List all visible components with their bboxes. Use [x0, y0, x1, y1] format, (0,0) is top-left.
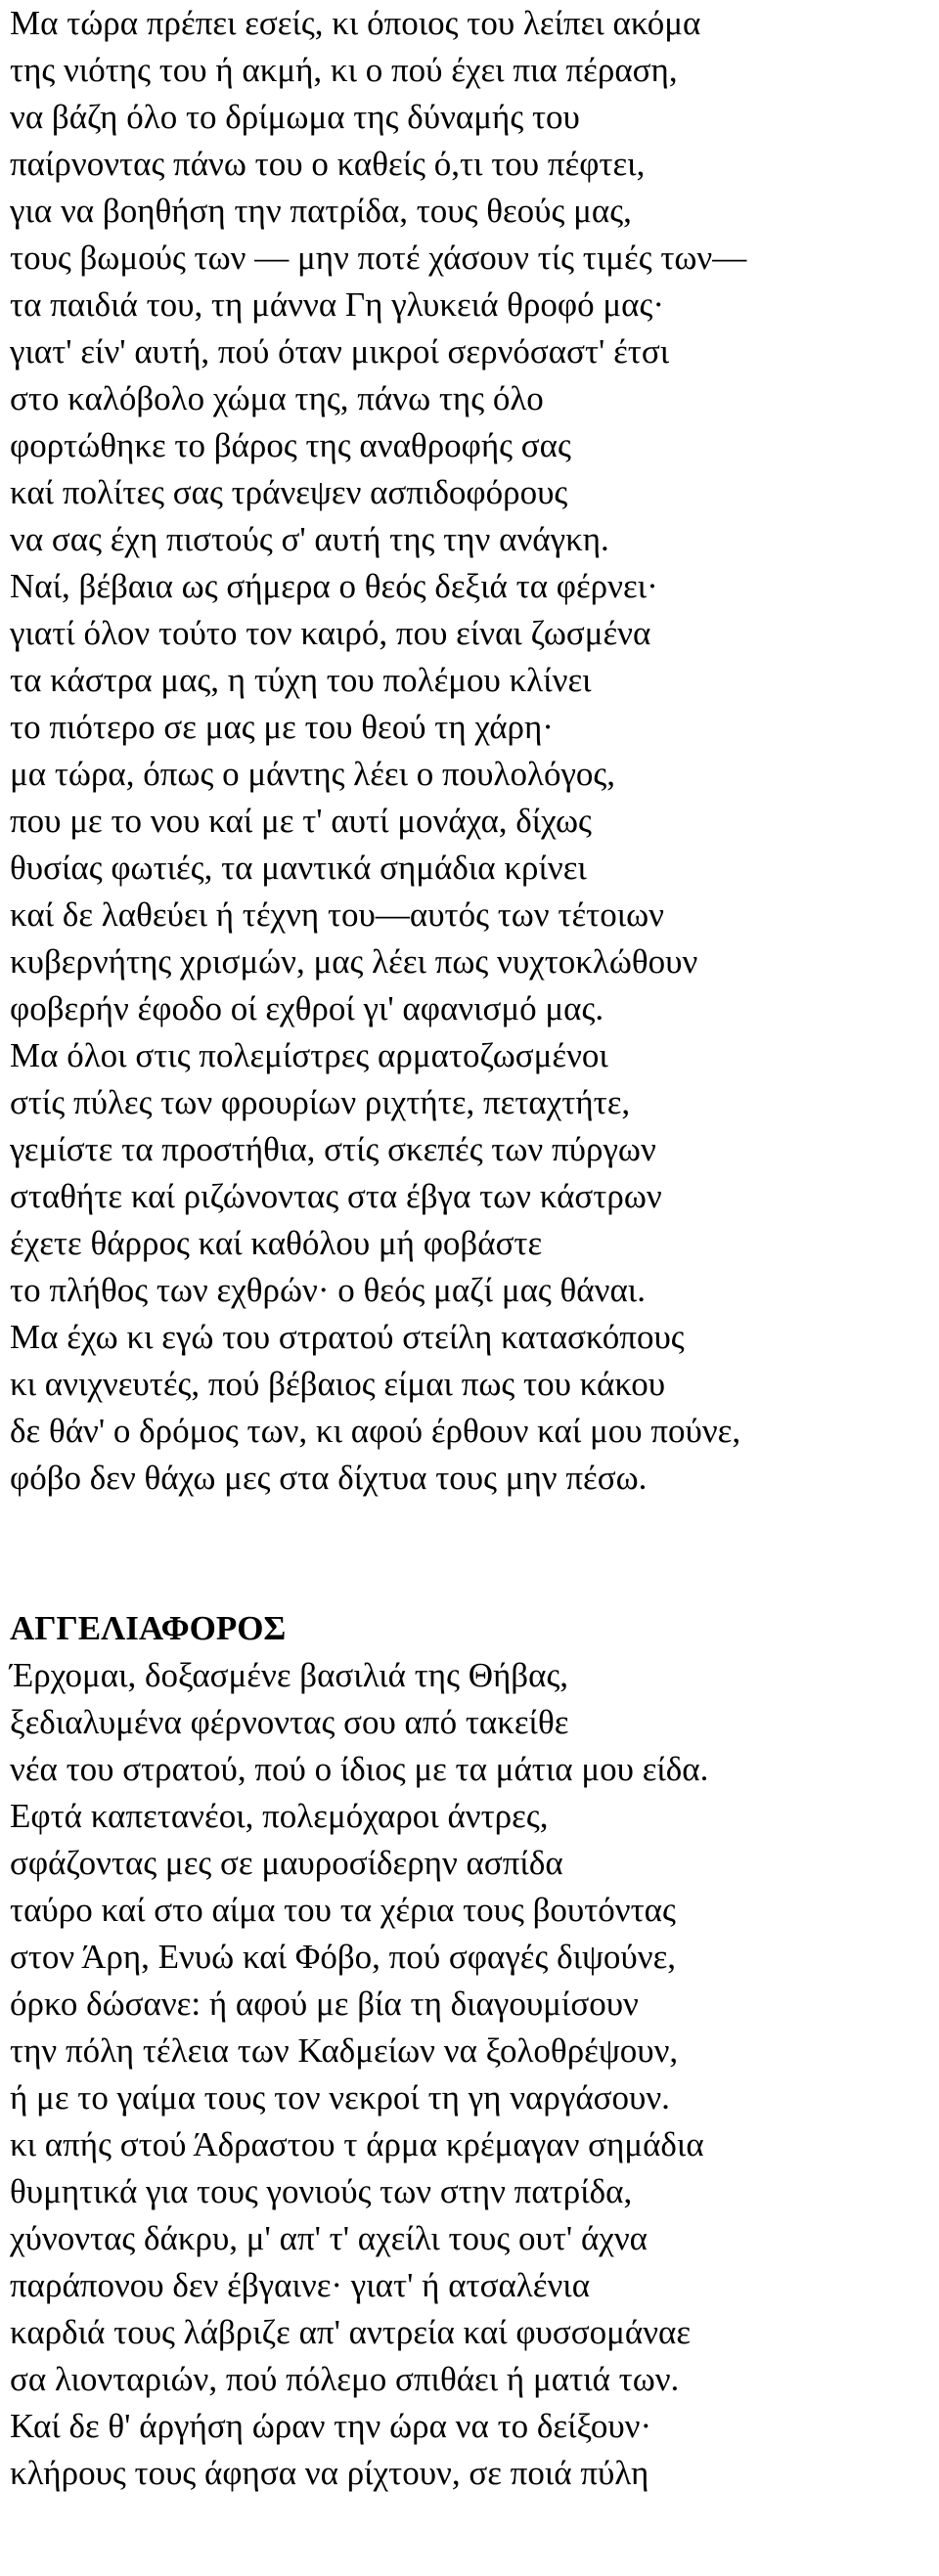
verse-line: καί πολίτες σας τράνεψεν ασπιδοφόρους	[10, 473, 568, 511]
verse-line: καρδιά τους λάβριζε απ' αντρεία καί φυσσομάναε	[10, 2313, 692, 2351]
verse-line: το πιότερο σε μας με του θεού τη χάρη·	[10, 708, 554, 746]
verse-line: στο καλόβολο χώμα της, πάνω της όλο	[10, 379, 544, 417]
verse-line: ξεδιαλυμένα φέρνοντας σου από τακείθε	[10, 1703, 569, 1741]
verse-line: κι ανιχνευτές, πού βέβαιος είμαι πως του κάκου	[10, 1365, 666, 1403]
verse-line: θυσίας φωτιές, τα μαντικά σημάδια κρίνει	[10, 849, 587, 887]
verse-line: γιατί όλον τούτο τον καιρό, που είναι ζωσμένα	[10, 614, 651, 652]
verse-line: να σας έχη πιστούς σ' αυτή της την ανάγκη.	[10, 520, 609, 558]
verse-line: φόβο δεν θάχω μες στα δίχτυα τους μην πέσω.	[10, 1459, 648, 1497]
verse-line: να βάζη όλο το δρίμωμα της δύναμής του	[10, 98, 580, 136]
verse-line: στίς πύλες των φρουρίων ριχτήτε, πεταχτήτε,	[10, 1083, 631, 1121]
verse-line: νέα του στρατού, πού ο ίδιος με τα μάτια μου είδα.	[10, 1750, 709, 1788]
verse-line: για να βοηθήση την πατρίδα, τους θεούς μας,	[10, 192, 632, 230]
verse-line: μα τώρα, όπως ο μάντης λέει ο πουλολόγος,	[10, 755, 616, 793]
verse-line: κλήρους τους άφησα να ρίχτουν, σε ποιά πύλη	[10, 2454, 649, 2492]
verse-line: φοβερήν έφοδο οί εχθροί γι' αφανισμό μας.	[10, 989, 604, 1027]
verse-line: Μα όλοι στις πολεμίστρες αρματοζωσμένοι	[10, 1036, 608, 1074]
speaker-name: ΑΓΓΕΛΙΑΦΟΡΟΣ	[10, 1609, 287, 1647]
verse-line: παράπονου δεν έβγαινε· γιατ' ή ατσαλένια	[10, 2266, 591, 2304]
verse-line: παίρνοντας πάνω του ο καθείς ό,τι του πέφτει,	[10, 145, 646, 183]
verse-line: Ναί, βέβαια ως σήμερα ο θεός δεξιά τα φέρνει·	[10, 567, 658, 605]
verse-line: δε θάν' ο δρόμος των, κι αφού έρθουν καί μου πούνε,	[10, 1412, 741, 1450]
verse-line: Έρχομαι, δοξασμένε βασιλιά της Θήβας,	[10, 1656, 569, 1694]
verse-line: φορτώθηκε το βάρος της αναθροφής σας	[10, 426, 571, 464]
verse-line: γεμίστε τα προστήθια, στίς σκεπές των πύργων	[10, 1130, 656, 1168]
verse-line: στον Άρη, Ενυώ καί Φόβο, πού σφαγές διψούνε,	[10, 1938, 677, 1976]
verse-line: ταύρο καί στο αίμα του τα χέρια τους βουτόντας	[10, 1891, 676, 1929]
verse-line: ή με το γαίμα τους τον νεκροί τη γη ναργάσουν.	[10, 2078, 670, 2117]
verse-line: κι απής στού Άδραστου τ άρμα κρέμαγαν σημάδια	[10, 2125, 704, 2163]
verse-line: θυμητικά για τους γονιούς των στην πατρίδα,	[10, 2172, 633, 2210]
verse-line: σταθήτε καί ριζώνοντας στα έβγα των κάστρων	[10, 1177, 662, 1215]
verse-line: τα παιδιά του, τη μάννα Γη γλυκειά θροφό μας·	[10, 285, 664, 324]
verse-line: Καί δε θ' άργήση ώραν την ώρα να το δείξουν·	[10, 2407, 652, 2445]
verse-line: την πόλη τέλεια των Καδμείων να ξολοθρέψουν,	[10, 2031, 679, 2070]
verse-line: γιατ' είν' αυτή, πού όταν μικροί σερνόσαστ' έτσι	[10, 332, 670, 371]
verse-line: Μα τώρα πρέπει εσείς, κι όποιος του λείπει ακόμα	[10, 4, 701, 42]
verse-line: της νιότης του ή ακμή, κι ο πού έχει πια πέραση,	[10, 51, 678, 89]
verse-line: κυβερνήτης χρισμών, μας λέει πως νυχτοκλώθουν	[10, 942, 698, 981]
verse-line: έχετε θάρρος καί καθόλου μή φοβάστε	[10, 1224, 543, 1262]
verse-line: το πλήθος των εχθρών· ο θεός μαζί μας θάναι.	[10, 1271, 646, 1309]
verse-line: όρκο δώσανε: ή αφού με βία τη διαγουμίσουν	[10, 1985, 639, 2023]
verse-line: τα κάστρα μας, η τύχη του πολέμου κλίνει	[10, 661, 592, 699]
verse-line: καί δε λαθεύει ή τέχνη του—αυτός των τέτοιων	[10, 895, 664, 934]
verse-line: που με το νου καί με τ' αυτί μονάχα, δίχως	[10, 802, 592, 840]
verse-line: σα λιονταριών, πού πόλεμο σπιθάει ή ματιά των.	[10, 2360, 680, 2398]
verse-line: σφάζοντας μες σε μαυροσίδερην ασπίδα	[10, 1844, 563, 1882]
verse-line: Εφτά καπετανέοι, πολεμόχαροι άντρες,	[10, 1797, 549, 1835]
verse-line: χύνοντας δάκρυ, μ' απ' τ' αχείλι τους ουτ' άχνα	[10, 2219, 648, 2257]
verse-line: Μα έχω κι εγώ του στρατού στείλη κατασκόπους	[10, 1318, 685, 1356]
verse-line: τους βωμούς των — μην ποτέ χάσουν τίς τιμές των—	[10, 239, 747, 277]
